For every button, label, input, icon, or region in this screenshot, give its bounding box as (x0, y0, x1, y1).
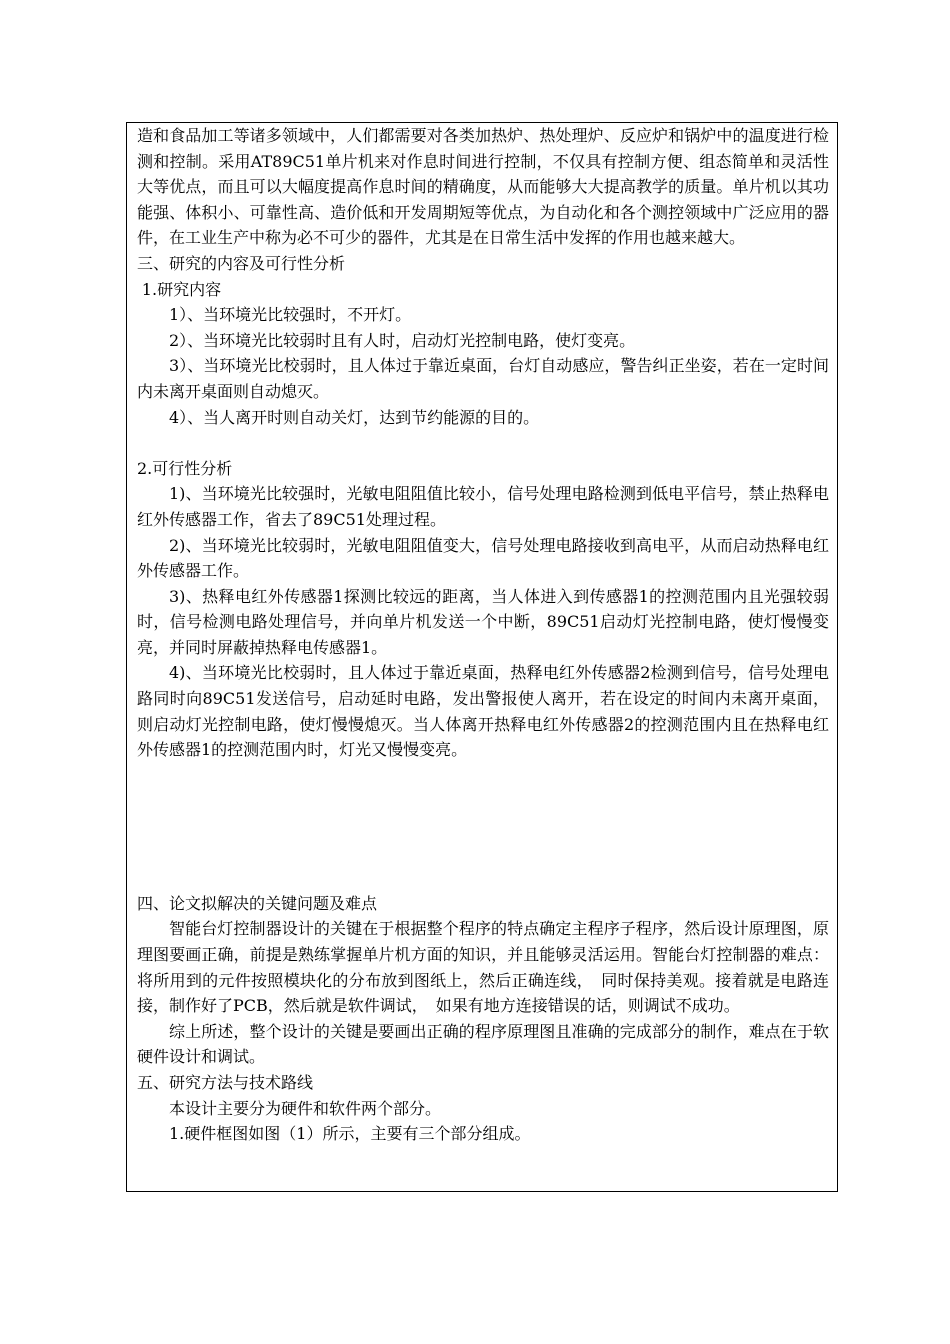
research-content-item-4: 4）、当人离开时则自动关灯，达到节约能源的目的。 (169, 407, 540, 427)
document-body (137, 123, 829, 1147)
feasibility-item-4: 4)、当环境光比校弱时，且人体过于靠近桌面，热释电红外传感器2检测到信号，信号处理电路同时向89C51发送信号，启动延时电路，发出警报使人离开，若在设定的时间内未离开桌面，则启动灯光控制电路，使灯慢慢熄灭。当人体离开热释电红外传感器2的控测范围内且在热释电红外传感器1的控测范围内时，灯光又慢慢变亮。 (137, 663, 829, 760)
section5-paragraph-2: 1.硬件框图如图（1）所示，主要有三个部分组成。 (169, 1124, 531, 1144)
document-table-cell (126, 122, 838, 1192)
section4-paragraph-1: 智能台灯控制器设计的关键在于根据整个程序的特点确定主程序子程序，然后设计原理图，原理图要画正确，前提是熟练掌握单片机方面的知识，并且能够灵活运用。智能台灯控制器的难点：将所用到的元件按照模块化的分布放到图纸上，然后正确连线， 同时保持美观。接着就是电路连接，制作好了PCB，然后就是软件调试， 如果有地方连接错误的话，则调试不成功。 (137, 919, 829, 1016)
section4-paragraph-2: 综上所述，整个设计的关键是要画出正确的程序原理图且准确的完成部分的制作，难点在于软硬件设计和调试。 (137, 1021, 829, 1067)
section4-heading: 四、论文拟解决的关键问题及难点 (137, 893, 378, 913)
blank-space (137, 763, 829, 891)
section5-paragraph-1: 本设计主要分为硬件和软件两个部分。 (169, 1098, 442, 1118)
research-content-item-1: 1）、当环境光比较强时，不开灯。 (169, 305, 412, 325)
intro-paragraph: 造和食品加工等诸多领域中，人们都需要对各类加热炉、热处理炉、反应炉和锅炉中的温度进行检测和控制。采用AT89C51单片机来对作息时间进行控制，不仅具有控制方便、组态简单和灵活性大等优点，而且可以大幅度提高作息时间的精确度，从而能够大大提高教学的质量。单片机以其功能强、体积小、可靠性高、造价低和开发周期短等优点，为自动化和各个测控领域中广泛应用的器件，在工业生产中称为必不可少的器件，尤其是在日常生活中发挥的作用也越来越大。 (137, 126, 829, 248)
research-content-title: 1.研究内容 (141, 279, 222, 299)
research-content-item-3: 3）、当环境光比校弱时，且人体过于靠近桌面，台灯自动感应，警告纠正坐姿，若在一定时间内未离开桌面则自动熄灭。 (137, 356, 829, 401)
section3-heading: 三、研究的内容及可行性分析 (137, 253, 346, 273)
feasibility-title: 2.可行性分析 (137, 458, 233, 478)
feasibility-item-1: 1)、当环境光比较强时，光敏电阻阻值比较小，信号处理电路检测到低电平信号，禁止热释电红外传感器工作，省去了89C51处理过程。 (137, 484, 829, 529)
feasibility-item-3: 3)、热释电红外传感器1探测比较远的距离，当人体进入到传感器1的控测范围内且光强较弱时，信号检测电路处理信号，并向单片机发送一个中断，89C51启动灯光控制电路，使灯慢慢变亮，并同时屏蔽掉热释电传感器1。 (137, 586, 829, 657)
section5-heading: 五、研究方法与技术路线 (137, 1073, 314, 1092)
research-content-item-2: 2）、当环境光比较弱时且有人时，启动灯光控制电路，使灯变亮。 (169, 330, 636, 350)
feasibility-item-2: 2)、当环境光比较弱时，光敏电阻阻值变大，信号处理电路接收到高电平，从而启动热释电红外传感器工作。 (137, 535, 829, 581)
blank-line (137, 430, 829, 456)
